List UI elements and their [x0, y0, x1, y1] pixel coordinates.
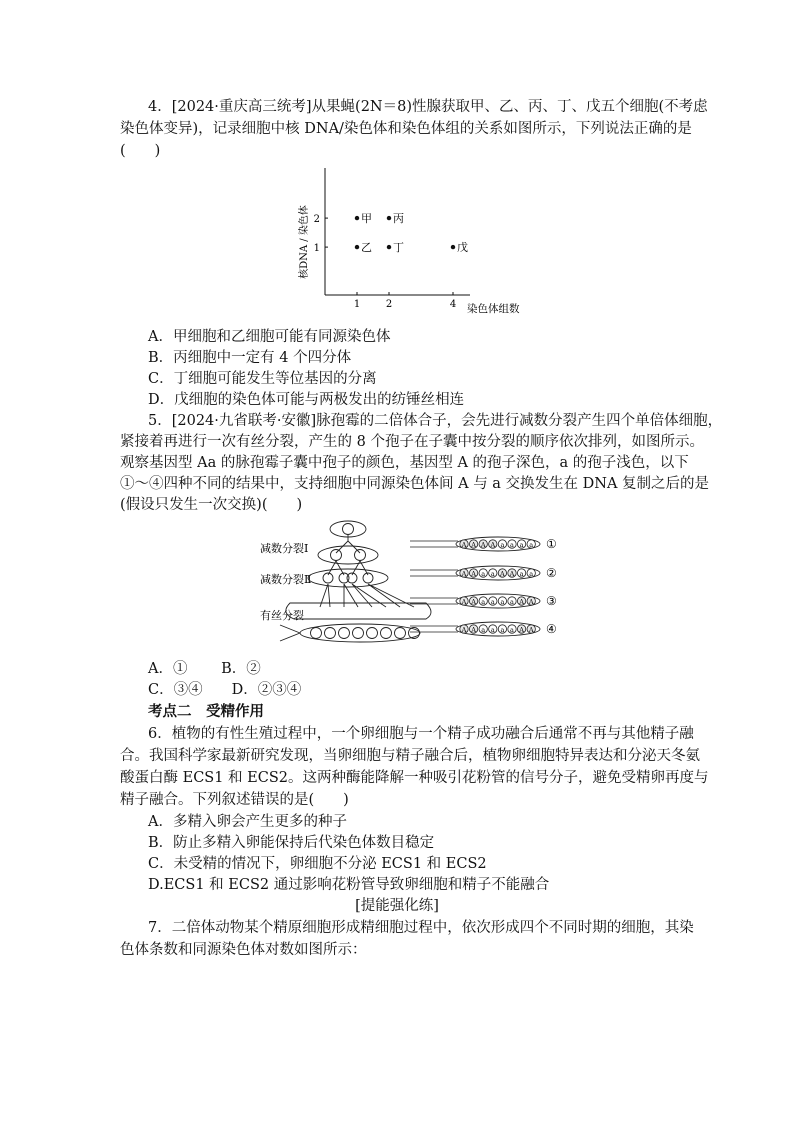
stage-label-meiosis2: 减数分裂Ⅱ	[260, 573, 312, 586]
q6-line3: 酸蛋白酶 ECS1 和 ECS2。这两种酶能降解一种吸引花粉管的信号分子，避免受精卵再度与	[120, 770, 709, 786]
spore-genotype: A	[461, 626, 467, 634]
data-point	[355, 216, 359, 220]
spore-genotype: a	[490, 570, 495, 578]
q5-options-row2: C．③④ D．②③④	[148, 682, 302, 698]
spore-genotype: a	[519, 570, 524, 578]
q6-option-a: A．多精入卵会产生更多的种子	[148, 814, 347, 830]
data-point	[387, 216, 391, 220]
spore-genotype: a	[510, 598, 514, 606]
spore-genotype: A	[500, 570, 505, 578]
spore-cell	[325, 628, 336, 639]
spore-genotype: a	[481, 598, 486, 606]
zygote-cell	[343, 524, 354, 535]
practice-heading: [提能强化练]	[355, 898, 439, 914]
q7-line1: 7．二倍体动物某个精原细胞形成精细胞过程中，依次形成四个不同时期的细胞，其染	[148, 920, 694, 936]
spore-genotype: a	[519, 541, 524, 549]
ascus-result	[410, 566, 557, 580]
spore-genotype: a	[490, 626, 495, 634]
data-point	[355, 245, 359, 249]
spore-cell	[311, 628, 322, 639]
q6-option-d: D.ECS1 和 ECS2 通过影响花粉管导致卵细胞和精子不能融合	[148, 877, 550, 893]
spore-genotype: A	[490, 541, 496, 549]
spore-cell	[339, 628, 350, 639]
spore-genotype: A	[461, 541, 467, 549]
data-point	[451, 245, 455, 249]
data-point-label: 丁	[393, 241, 404, 255]
q4-line3: ( )	[120, 143, 161, 159]
q5-line2: 紧接着再进行一次有丝分裂，产生的 8 个孢子在子囊中按分裂的顺序依次排列，如图所示。	[120, 434, 704, 450]
section-heading: 考点二 受精作用	[148, 703, 264, 720]
result-number: ①	[546, 537, 557, 551]
spore-genotype: a	[500, 626, 505, 634]
spore-genotype: A	[509, 570, 515, 578]
q5-options-row1: A．① B．②	[148, 661, 261, 677]
stage-label-meiosis1: 减数分裂Ⅰ	[260, 542, 309, 555]
ascus-upper	[286, 603, 431, 619]
spore-genotype: a	[481, 570, 486, 578]
ascus-result	[410, 622, 557, 636]
spore-genotype: a	[490, 598, 495, 606]
q4-option-a: A．甲细胞和乙细胞可能有同源染色体	[148, 329, 391, 345]
branch-lines	[320, 584, 414, 607]
q5-line3: 观察基因型 Aa 的脉孢霉子囊中孢子的颜色，基因型 A 的孢子深色，a 的孢子浅色，以下	[120, 455, 689, 471]
x-tick-label: 4	[449, 299, 457, 310]
y-tick-label: 1	[313, 243, 320, 255]
result-number: ②	[546, 566, 557, 580]
ascus-stalk	[280, 625, 300, 641]
spore-cell	[367, 628, 378, 639]
result-number: ④	[546, 622, 557, 636]
spore-cell	[353, 628, 364, 639]
spore-genotype: a	[500, 541, 505, 549]
q6-line1: 6．植物的有性生殖过程中，一个卵细胞与一个精子成功融合后通常不再与其他精子融	[148, 726, 694, 742]
q6-option-c: C．未受精的情况下，卵细胞不分泌 ECS1 和 ECS2	[148, 856, 487, 872]
spore-genotype: A	[471, 541, 476, 549]
ascus-result	[410, 594, 557, 608]
cell	[355, 550, 366, 561]
q6-line2: 合。我国科学家最新研究发现，当卵细胞与精子融合后，植物卵细胞特异表达和分泌天冬氨	[120, 748, 700, 764]
spore-genotype: A	[480, 541, 486, 549]
scatter-chart	[285, 160, 545, 320]
q5-line5: (假设只发生一次交换)( )	[120, 497, 303, 513]
spore-genotype: a	[510, 541, 514, 549]
y-axis-label: 核DNA / 染色体	[299, 205, 310, 279]
q4-option-b: B．丙细胞中一定有 4 个四分体	[148, 350, 352, 366]
spore-genotype: A	[528, 626, 534, 634]
stage-label-mitosis: 有丝分裂	[260, 609, 304, 622]
q4-line2: 染色体变异)，记录细胞中核 DNA/染色体和染色体组的关系如图所示，下列说法正确的是	[120, 121, 692, 137]
spore-genotype: a	[510, 626, 514, 634]
spore-genotype: a	[529, 570, 534, 578]
q4-option-d: D．戊细胞的染色体可能与两极发出的纺锤丝相连	[148, 392, 465, 408]
spore-genotype: A	[471, 570, 476, 578]
spore-genotype: a	[481, 626, 486, 634]
spore-diagram	[250, 515, 570, 650]
spore-genotype: a	[529, 541, 534, 549]
q4-option-c: C．丁细胞可能发生等位基因的分离	[148, 371, 377, 387]
cell	[331, 550, 342, 561]
q7-line2: 色体条数和同源染色体对数如图所示：	[120, 942, 367, 958]
spore-genotype: A	[519, 598, 524, 606]
q5-line1: 5．[2024·九省联考·安徽]脉孢霉的二倍体合子，会先进行减数分裂产生四个单倍体细胞，	[148, 413, 723, 429]
ascus-mitosis	[300, 624, 420, 642]
ascus-result	[410, 537, 557, 551]
y-tick-label: 2	[313, 214, 320, 226]
spore-genotype: A	[519, 626, 524, 634]
data-point-label: 乙	[361, 241, 372, 255]
x-tick-label: 2	[385, 299, 393, 310]
spore-genotype: A	[471, 598, 476, 606]
ascus-meiosis2	[308, 569, 388, 587]
spore-genotype: A	[461, 598, 467, 606]
q4-line1: 4．[2024·重庆高三统考]从果蝇(2N＝8)性腺获取甲、乙、丙、丁、戊五个细胞(不考虑	[148, 99, 708, 115]
data-point-label: 甲	[361, 212, 372, 226]
spore-genotype: a	[500, 598, 505, 606]
ascus-meiosis1	[318, 546, 378, 564]
result-number: ③	[546, 594, 557, 608]
data-point-label: 丙	[393, 212, 404, 226]
spore-genotype: A	[528, 598, 534, 606]
x-tick-label: 1	[353, 299, 361, 310]
q5-line4: ①～④四种不同的结果中，支持细胞中同源染色体间 A 与 a 交换发生在 DNA 复制之后的是	[120, 476, 710, 492]
spore-genotype: A	[471, 626, 476, 634]
spore-genotype: A	[461, 570, 467, 578]
spore-cell	[395, 628, 406, 639]
data-point	[387, 245, 391, 249]
spore-cell	[381, 628, 392, 639]
q6-line4: 精子融合。下列叙述错误的是( )	[120, 792, 349, 808]
q6-option-b: B．防止多精入卵能保持后代染色体数目稳定	[148, 835, 435, 851]
data-point-label: 戊	[457, 241, 468, 255]
x-axis-label: 染色体组数	[467, 303, 520, 315]
